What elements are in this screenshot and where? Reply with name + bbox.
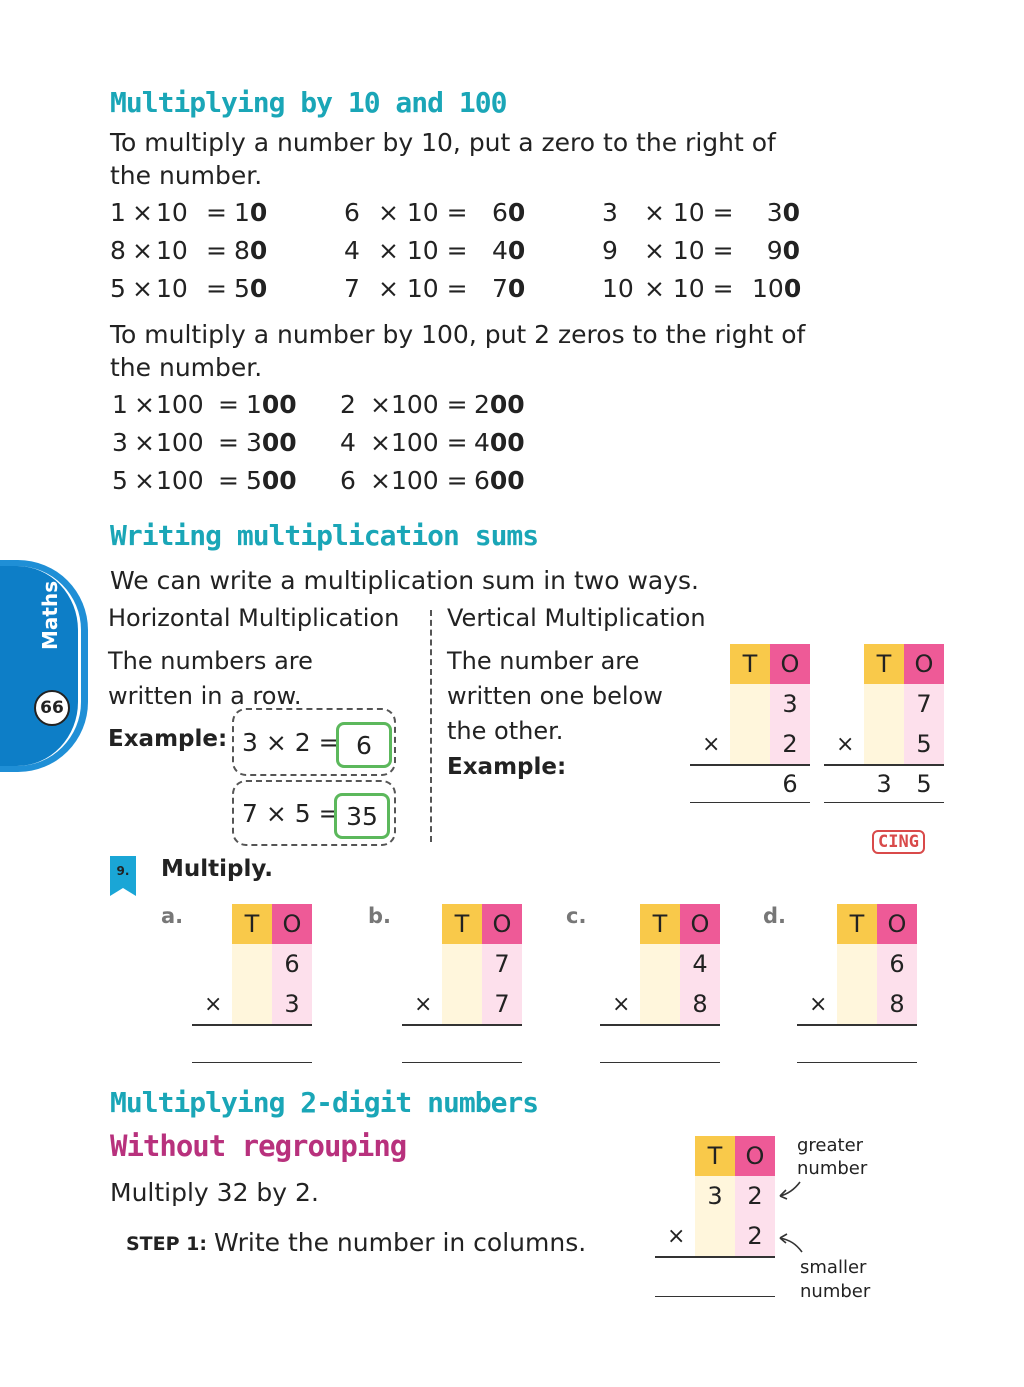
section-title-2digit: Multiplying 2-digit numbers [110, 1086, 539, 1119]
answer-line [655, 1296, 775, 1297]
horizontal-desc-line2: written in a row. [108, 682, 302, 710]
grid-top-ones: 3 [770, 684, 810, 724]
eq-times: × [134, 466, 155, 495]
eq-result-zeros: 00 [261, 390, 297, 419]
writing-intro: We can write a multiplication sum in two ways. [110, 566, 699, 595]
intro-100-line1: To multiply a number by 100, put 2 zeros to the right of [110, 320, 806, 349]
eq-x100: ×100 = [370, 428, 468, 457]
eq-a: 3 [602, 198, 618, 227]
eq-x10: × 10 = [644, 198, 734, 227]
eq-a: 10 [602, 274, 634, 303]
eq-x10: × 10 = [644, 236, 734, 265]
grid-rule [192, 1024, 312, 1026]
grid-top-tens [640, 944, 680, 984]
grid-rule [402, 1024, 522, 1026]
eq-result-zeros: 00 [489, 428, 525, 457]
exercise-number: 9. [116, 864, 130, 878]
note-smaller [800, 1256, 870, 1304]
note-greater [797, 1134, 867, 1180]
grid-top-tens [442, 944, 482, 984]
grid-top-tens [730, 684, 770, 724]
example2-expr: 7 × 5 = [242, 799, 340, 828]
intro-10-line2: the number. [110, 161, 263, 190]
eq-equals: = [218, 428, 239, 457]
eq-result-digits: 3 [766, 198, 783, 227]
side-tab [0, 560, 88, 772]
eq-x100: ×100 = [370, 390, 468, 419]
grid-header-ones: O [482, 904, 522, 944]
eq-a: 9 [602, 236, 618, 265]
note-smaller-line1: smaller [800, 1257, 867, 1278]
grid-rule [600, 1024, 720, 1026]
eq-result-digits: 6 [492, 198, 508, 227]
grid-times-sign: × [612, 992, 631, 1017]
eq-x10: × 10 = [378, 198, 468, 227]
eq-result [752, 198, 800, 227]
eq-result [234, 198, 267, 227]
grid-times-sign: × [702, 732, 721, 757]
grid-rule [797, 1024, 917, 1026]
eq-b: 10 [156, 236, 188, 265]
grid-times-sign: × [414, 992, 433, 1017]
grid-top-ones: 7 [904, 684, 944, 724]
grid-top-tens [837, 944, 877, 984]
horizontal-desc-line1: The numbers are [108, 647, 313, 675]
grid-top-ones: 2 [735, 1176, 775, 1216]
eq-result [246, 466, 297, 495]
vertical-example-label: Example: [447, 754, 567, 780]
eq-b: 10 [156, 198, 188, 227]
eq-result-digits: 10 [752, 274, 784, 303]
grid-times-sign: × [836, 732, 855, 757]
grid-header-tens: T [442, 904, 482, 944]
grid-header-tens: T [640, 904, 680, 944]
eq-result-digits: 5 [234, 274, 250, 303]
eq-result [246, 428, 297, 457]
eq-result [492, 236, 524, 265]
eq-a: 2 [340, 390, 356, 419]
eq-result-digits: 1 [246, 390, 262, 419]
exercise-letter: c. [566, 904, 587, 928]
grid-bottom-ones: 5 [904, 724, 944, 764]
eq-result-digits: 4 [492, 236, 508, 265]
eq-result [474, 428, 525, 457]
eq-a: 6 [344, 198, 360, 227]
eq-result-digits: 1 [234, 198, 250, 227]
eq-a: 1 [110, 198, 126, 227]
intro-100-line2: the number. [110, 353, 263, 382]
exercise-title: Multiply. [161, 856, 273, 882]
grid-top-ones: 6 [877, 944, 917, 984]
grid-bottom-tens [730, 724, 770, 764]
eq-result-digits: 7 [492, 274, 508, 303]
eq-result-digits: 6 [474, 466, 490, 495]
eq-b100: 100 [156, 428, 204, 457]
eq-equals: = [206, 236, 227, 265]
stamp-label: CING [872, 830, 925, 854]
eq-result-zeros: 0 [783, 274, 802, 303]
answer-line [797, 1062, 917, 1063]
grid-bottom-ones: 3 [272, 984, 312, 1024]
eq-result [752, 236, 800, 265]
grid-rule [655, 1256, 775, 1258]
eq-result-digits: 8 [234, 236, 250, 265]
exercise-badge [110, 856, 136, 896]
eq-result-zeros: 0 [249, 274, 268, 303]
vertical-desc-line1: The number are [447, 647, 640, 675]
eq-a: 6 [340, 466, 356, 495]
note-greater-line2: number [797, 1158, 868, 1179]
example1-expr: 3 × 2 = [242, 728, 340, 757]
eq-result-zeros: 0 [782, 198, 800, 227]
column-divider [430, 610, 432, 842]
eq-result [492, 198, 524, 227]
eq-result-digits: 2 [474, 390, 490, 419]
subject-label: Maths [38, 580, 62, 650]
grid-header-ones: O [770, 644, 810, 684]
grid-times-sign: × [204, 992, 223, 1017]
eq-a: 8 [110, 236, 126, 265]
step-text: Write the number in columns. [214, 1228, 587, 1257]
grid-top-ones: 7 [482, 944, 522, 984]
note-greater-line1: greater [797, 1135, 864, 1156]
grid-bottom-tens [232, 984, 272, 1024]
grid-header-tens: T [695, 1136, 735, 1176]
grid-bottom-tens [695, 1216, 735, 1256]
exercise-letter: a. [161, 904, 184, 928]
grid-top-ones: 6 [272, 944, 312, 984]
answer-line [192, 1062, 312, 1063]
grid-bottom-tens [837, 984, 877, 1024]
grid-bottom-tens [442, 984, 482, 1024]
grid-bottom-tens [864, 724, 904, 764]
eq-result-zeros: 0 [507, 236, 526, 265]
grid-header-ones: O [877, 904, 917, 944]
grid-header-ones: O [680, 904, 720, 944]
eq-result [474, 390, 525, 419]
grid-header-tens: T [837, 904, 877, 944]
grid-top-tens [864, 684, 904, 724]
eq-equals: = [206, 198, 227, 227]
eq-b100: 100 [156, 466, 204, 495]
eq-a: 7 [344, 274, 360, 303]
vertical-heading: Vertical Multiplication [447, 604, 706, 632]
horizontal-desc [108, 644, 313, 714]
eq-a: 5 [112, 466, 128, 495]
grid-times-sign: × [667, 1224, 686, 1249]
eq-b100: 100 [156, 390, 204, 419]
grid-bottom-tens [640, 984, 680, 1024]
answer-line [402, 1062, 522, 1063]
grid-header-ones: O [272, 904, 312, 944]
eq-x10: × 10 = [644, 274, 734, 303]
grid-bottom-rule [824, 802, 944, 803]
eq-result-zeros: 0 [507, 198, 526, 227]
eq-result [246, 390, 297, 419]
intro-100 [110, 318, 805, 384]
eq-result-zeros: 0 [249, 236, 268, 265]
eq-a: 3 [112, 428, 128, 457]
section-title-multiplying-10-100: Multiplying by 10 and 100 [110, 86, 507, 119]
eq-result-zeros: 00 [261, 466, 297, 495]
eq-result-digits: 9 [766, 236, 783, 265]
prompt-multiply: Multiply 32 by 2. [110, 1178, 319, 1207]
grid-bottom-ones: 8 [877, 984, 917, 1024]
step-label: STEP 1: [126, 1233, 207, 1255]
eq-a: 4 [340, 428, 356, 457]
grid-bottom-ones: 2 [770, 724, 810, 764]
page-number: 66 [34, 690, 70, 726]
vertical-desc-line2: written one below [447, 682, 663, 710]
answer-line [600, 1062, 720, 1063]
grid-top-tens [232, 944, 272, 984]
eq-equals: = [206, 274, 227, 303]
grid-top-tens: 3 [695, 1176, 735, 1216]
grid-header-ones: O [904, 644, 944, 684]
eq-result [752, 274, 800, 303]
eq-result-zeros: 00 [489, 466, 525, 495]
intro-10 [110, 126, 776, 192]
grid-result-ones: 6 [782, 770, 798, 798]
vertical-desc-line3: the other. [447, 717, 564, 745]
arrow-greater-icon [776, 1180, 802, 1204]
grid-result-ones: 5 [916, 770, 932, 798]
eq-times: × [134, 428, 155, 457]
subtitle-without-regrouping: Without regrouping [110, 1129, 407, 1163]
eq-result-zeros: 0 [249, 198, 268, 227]
example1-answer: 6 [336, 722, 392, 768]
grid-result-tens [730, 765, 770, 803]
exercise-letter: d. [763, 904, 787, 928]
eq-equals: = [218, 466, 239, 495]
eq-result-zeros: 00 [489, 390, 525, 419]
eq-result-digits: 5 [246, 466, 262, 495]
eq-x100: ×100 = [370, 466, 468, 495]
horizontal-example-label: Example: [108, 726, 228, 752]
horizontal-heading: Horizontal Multiplication [108, 604, 400, 632]
eq-times: × [134, 390, 155, 419]
eq-a: 4 [344, 236, 360, 265]
eq-result-digits: 4 [474, 428, 490, 457]
grid-header-tens: T [730, 644, 770, 684]
vertical-desc [447, 644, 663, 749]
exercise-letter: b. [368, 904, 392, 928]
eq-times: × [132, 274, 153, 303]
eq-result-zeros: 0 [507, 274, 526, 303]
grid-top-ones: 4 [680, 944, 720, 984]
grid-result-tens: 3 [876, 770, 892, 798]
eq-equals: = [218, 390, 239, 419]
eq-result [234, 274, 267, 303]
grid-bottom-ones: 7 [482, 984, 522, 1024]
eq-result-zeros: 00 [261, 428, 297, 457]
intro-10-line1: To multiply a number by 10, put a zero to the right of [110, 128, 776, 157]
eq-result-digits: 3 [246, 428, 262, 457]
grid-bottom-ones: 8 [680, 984, 720, 1024]
eq-times: × [132, 236, 153, 265]
eq-result [492, 274, 524, 303]
eq-b: 10 [156, 274, 188, 303]
grid-header-ones: O [735, 1136, 775, 1176]
section-title-writing-sums: Writing multiplication sums [110, 519, 539, 552]
eq-x10: × 10 = [378, 236, 468, 265]
grid-bottom-rule [690, 802, 810, 803]
grid-header-tens: T [864, 644, 904, 684]
note-smaller-line2: number [800, 1281, 871, 1302]
grid-bottom-ones: 2 [735, 1216, 775, 1256]
example2-answer: 35 [334, 793, 390, 839]
eq-a: 5 [110, 274, 126, 303]
eq-result-zeros: 0 [782, 236, 800, 265]
eq-result [474, 466, 525, 495]
eq-x10: × 10 = [378, 274, 468, 303]
grid-times-sign: × [809, 992, 828, 1017]
eq-times: × [132, 198, 153, 227]
eq-a: 1 [112, 390, 128, 419]
eq-result [234, 236, 267, 265]
arrow-smaller-icon [776, 1230, 806, 1256]
grid-header-tens: T [232, 904, 272, 944]
